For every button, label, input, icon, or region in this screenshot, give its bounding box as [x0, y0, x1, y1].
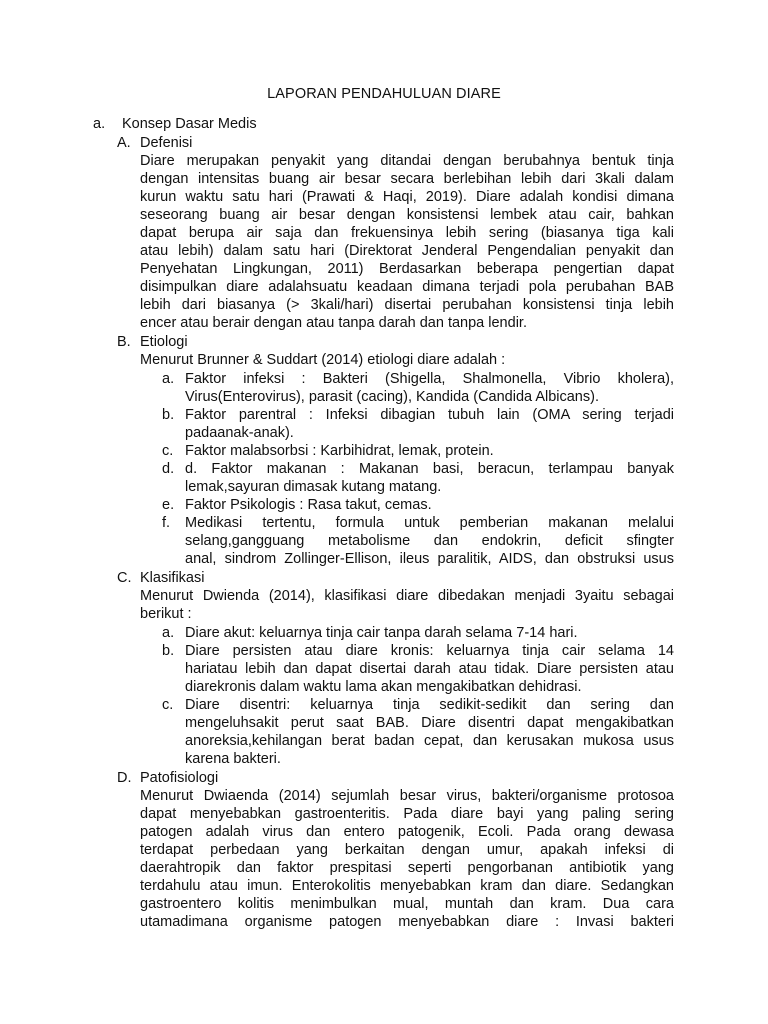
list-item-line: d. Faktor makanan : Makanan basi, beracun, terlampau banyak [185, 461, 674, 477]
paragraph-line: dengan intensitas buang air besar secara berlebihan lebih dari 3kali dalam [140, 171, 674, 187]
list-item-line: Diare akut: keluarnya tinja cair tanpa darah selama 7-14 hari. [185, 625, 578, 641]
paragraph-line: patogen adalah virus dan entero patogenik, Ecoli. Pada orang dewasa [140, 824, 674, 840]
list-item-line: padaanak-anak). [185, 425, 294, 441]
list-item-line: lemak,sayuran dimasak kutang matang. [185, 479, 442, 495]
list-marker: d. [162, 461, 175, 477]
list-marker: f. [162, 515, 171, 531]
list-item-line: anal, sindrom Zollinger-Ellison, ileus paralitik, AIDS, dan obstruksi usus [185, 551, 674, 567]
list-item-line: Faktor parentral : Infeksi dibagian tubuh lain (OMA sering terjadi [185, 407, 674, 423]
list-item-line: Medikasi tertentu, formula untuk pemberian makanan melalui [185, 515, 674, 531]
paragraph-line: terdapat perbedaan yang berkaitan dengan umur, apakah infeksi di [140, 842, 674, 858]
list-item-line: diarekronis dalam waktu lama akan mengakibatkan dehidrasi. [185, 679, 582, 695]
section-a-marker: a. [93, 116, 106, 132]
paragraph-line: Diare merupakan penyakit yang ditandai dengan berubahnya bentuk tinja [140, 153, 674, 169]
section-C-marker: C. [117, 570, 132, 586]
list-item-line: anoreksia,kehilangan berat badan cepat, dan kerusakan mukosa usus [185, 733, 674, 749]
paragraph-line: Menurut Dwiaenda (2014) sejumlah besar virus, bakteri/organisme protosoa [140, 788, 674, 804]
paragraph-line: daerahtropik dan faktor prespitasi seperti pengorbanan antibiotik yang [140, 860, 674, 876]
section-A-heading: Defenisi [140, 135, 193, 151]
list-marker: a. [162, 371, 175, 387]
classification-intro-line: Menurut Dwienda (2014), klasifikasi diare dibedakan menjadi 3yaitu sebagai [140, 588, 674, 604]
list-marker: e. [162, 497, 175, 513]
classification-intro-line: berikut : [140, 606, 192, 622]
list-marker: c. [162, 697, 174, 713]
paragraph-line: dapat menyebabkan gastroenteritis. Pada diare bayi yang paling sering [140, 806, 674, 822]
list-item-line: hariatau lebih dan dapat disertai darah atau tidak. Diare persisten atau [185, 661, 674, 677]
list-marker: a. [162, 625, 175, 641]
paragraph-line: kurun waktu satu hari (Prawati & Haqi, 2019). Diare adalah kondisi dimana [140, 189, 674, 205]
list-item-line: mengeluhsakit perut saat BAB. Diare disentri dapat mengakibatkan [185, 715, 674, 731]
list-marker: b. [162, 643, 175, 659]
section-C-heading: Klasifikasi [140, 570, 205, 586]
list-item-line: Virus(Enterovirus), parasit (cacing), Kandida (Candida Albicans). [185, 389, 599, 405]
section-D-heading: Patofisiologi [140, 770, 219, 786]
paragraph-line: utamadimana organisme patogen menyebabkan diare : Invasi bakteri [140, 914, 674, 930]
list-item-line: Faktor malabsorbsi : Karbihidrat, lemak, protein. [185, 443, 494, 459]
paragraph-line: atau lebih) dalam satu hari (Direktorat Jenderal Pengendalian penyakit dan [140, 243, 674, 259]
paragraph-line: disimpulkan diare adalahsuatu keadaan dimana terjadi pola perubahan BAB [140, 279, 674, 295]
list-item-line: karena bakteri. [185, 751, 281, 767]
paragraph-line: terdahulu atau imun. Enterokolitis menyebabkan kram dan diare. Sedangkan [140, 878, 674, 894]
section-B-marker: B. [117, 334, 131, 350]
etiology-intro: Menurut Brunner & Suddart (2014) etiologi diare adalah : [140, 352, 506, 368]
paragraph-line: lebih dari biasanya (> 3kali/hari) disertai perubahan konsistensi tinja lebih [140, 297, 674, 313]
list-item-line: Diare persisten atau diare kronis: keluarnya tinja cair selama 14 [185, 643, 674, 659]
paragraph-line: encer atau berair dengan atau tanpa darah dan tanpa lendir. [140, 315, 527, 331]
paragraph-line: seseorang buang air besar dengan konsistensi lembek atau cair, bahkan [140, 207, 674, 223]
section-D-marker: D. [117, 770, 132, 786]
section-B-heading: Etiologi [140, 334, 188, 350]
list-item-line: Faktor infeksi : Bakteri (Shigella, Shalmonella, Vibrio kholera), [185, 371, 674, 387]
list-item-line: Diare disentri: keluarnya tinja sedikit-sedikit dan sering dan [185, 697, 674, 713]
section-a-heading: Konsep Dasar Medis [122, 116, 257, 132]
document-title: LAPORAN PENDAHULUAN DIARE [267, 86, 501, 102]
list-item-line: selang,gangguang metabolisme dan endokrin, deficit sfingter [185, 533, 674, 549]
list-marker: b. [162, 407, 175, 423]
paragraph-line: Penyehatan Lingkungan, 2011) Berdasarkan beberapa pengertian dapat [140, 261, 674, 277]
paragraph-line: gastroentero kolitis menimbulkan mual, muntah dan kram. Dua cara [140, 896, 674, 912]
list-marker: c. [162, 443, 174, 459]
list-item-line: Faktor Psikologis : Rasa takut, cemas. [185, 497, 432, 513]
paragraph-line: dapat berupa air saja dan frekuensinya lebih sering (biasanya tiga kali [140, 225, 674, 241]
section-A-marker: A. [117, 135, 131, 151]
